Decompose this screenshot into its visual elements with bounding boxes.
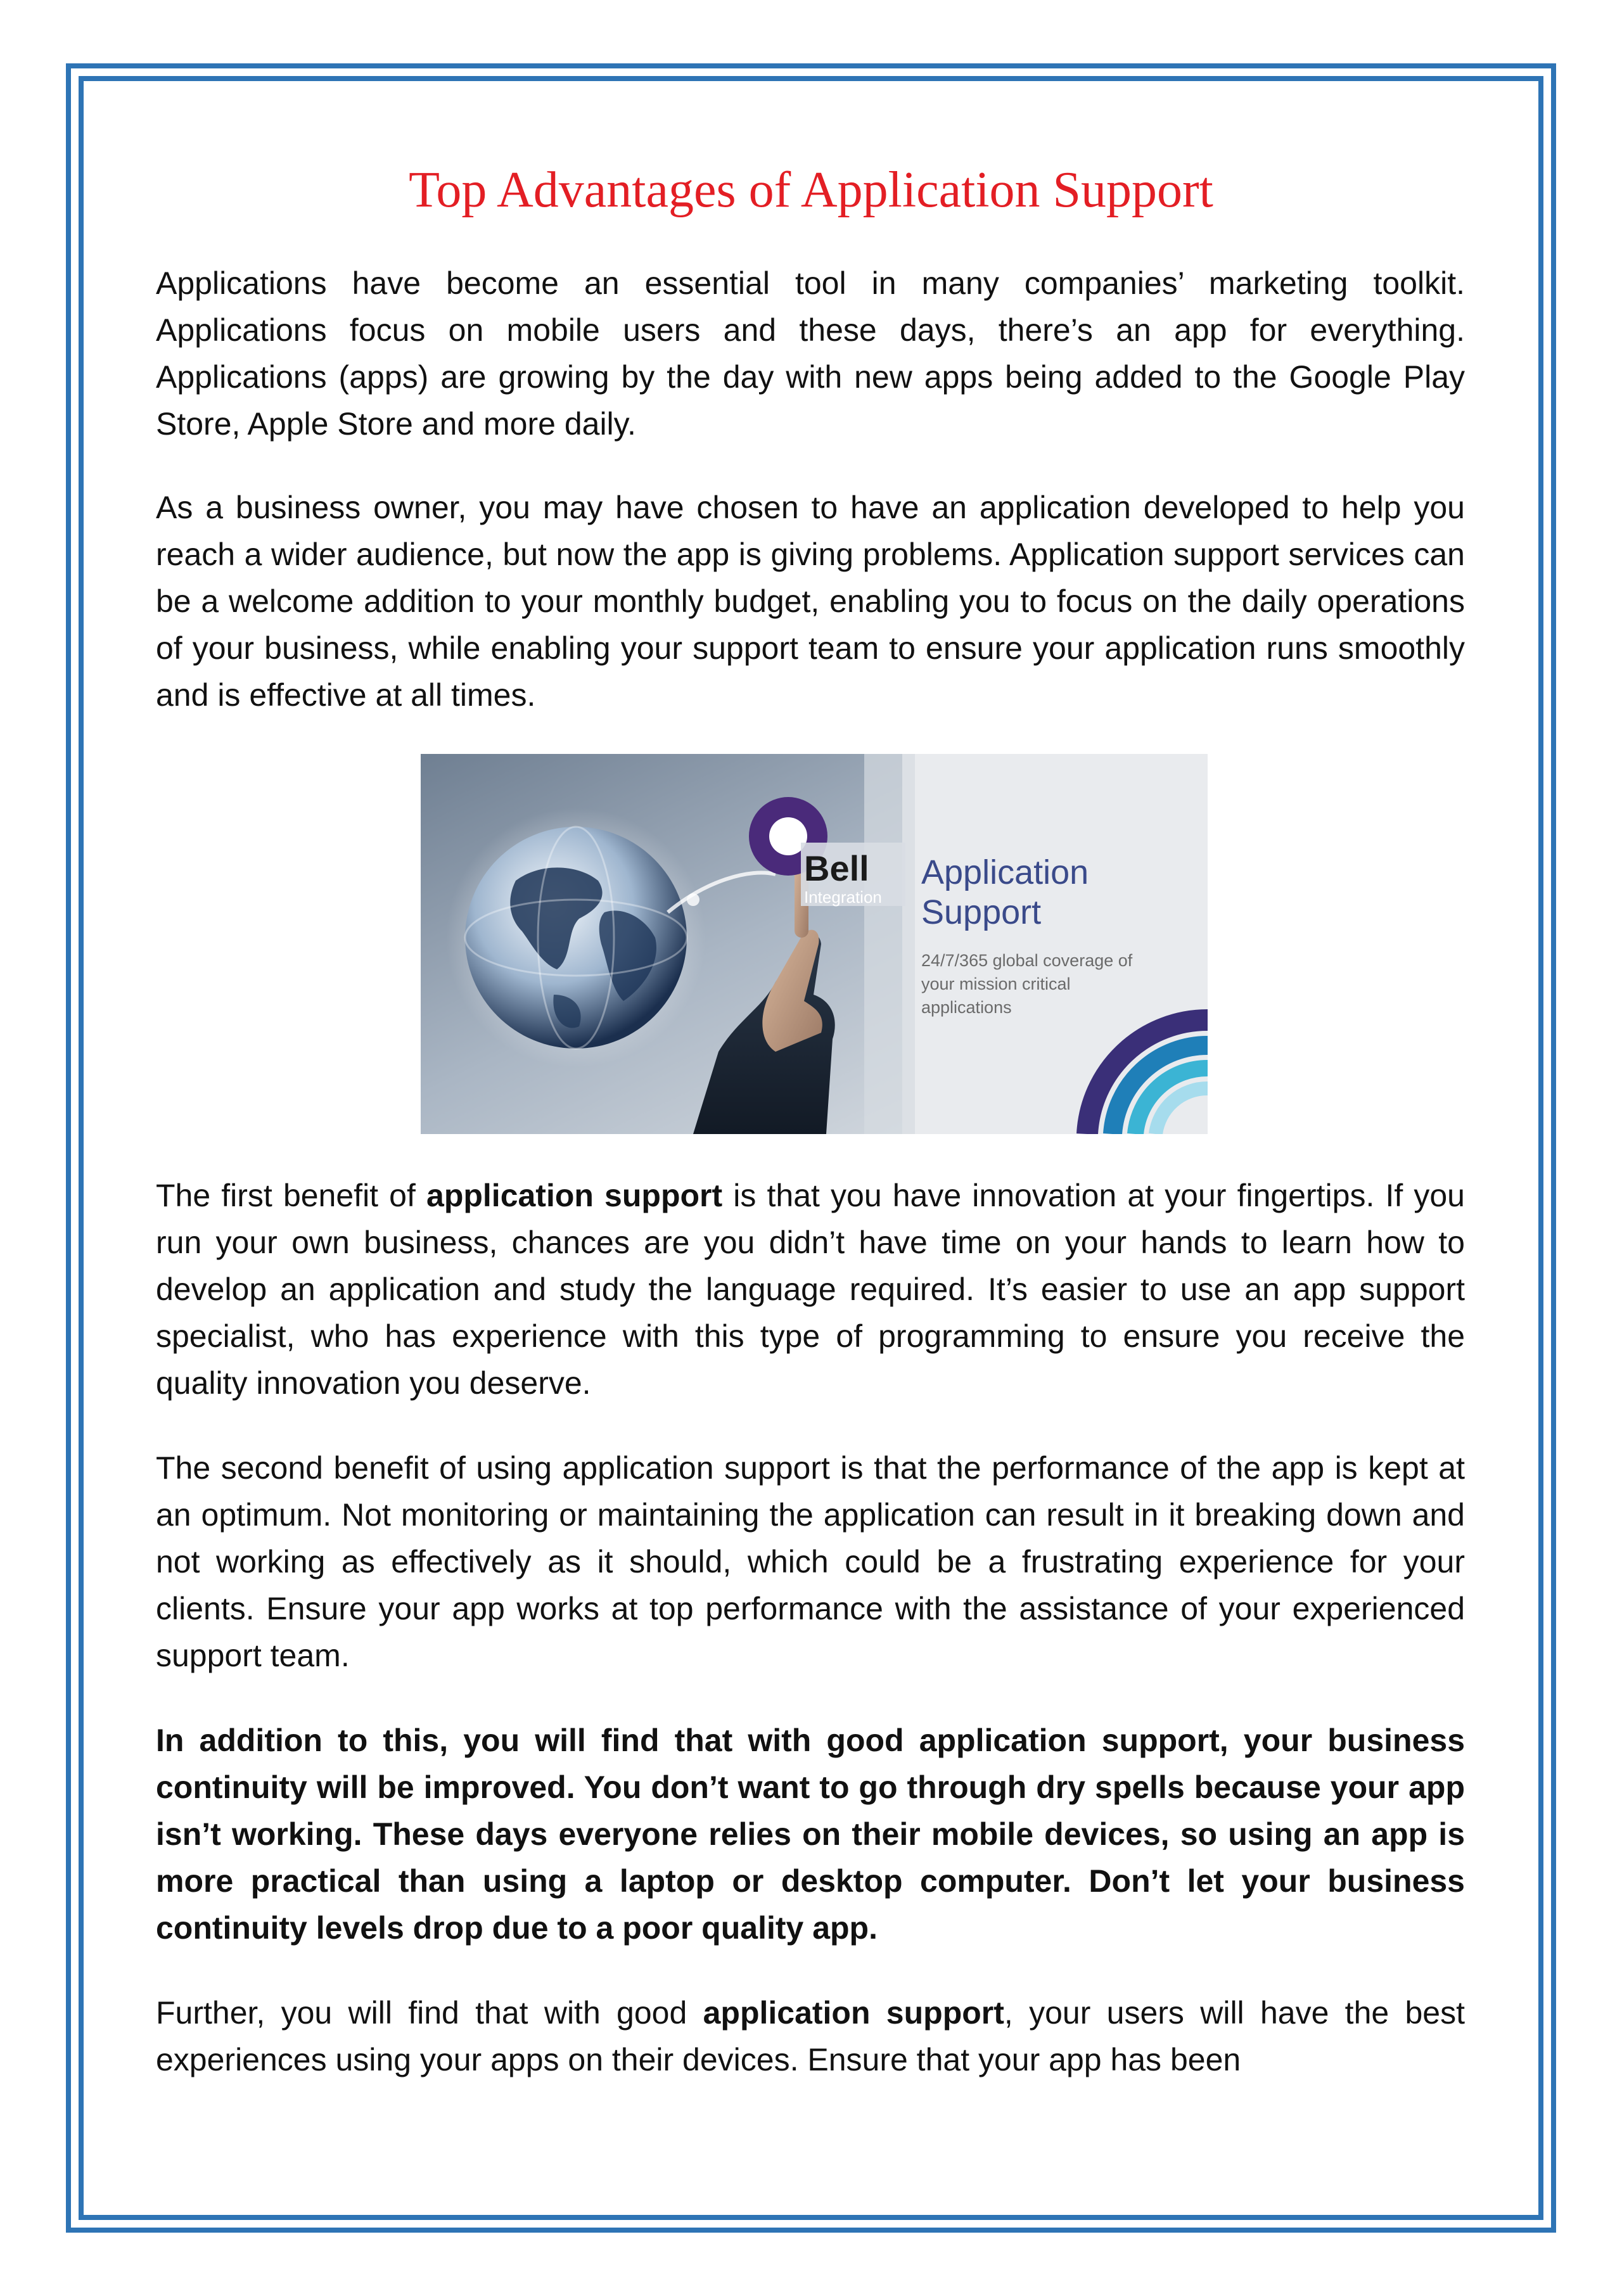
paragraph-second-benefit: The second benefit of using application support is that the performance of the app is kept at an optimum. Not monitoring or maintaining the application can result in it breaking down and not working as effectively as it should, which could be a frustrating experience for your clients. Ensure your app works at top performance with the assistance of your experienced support team. — [156, 1450, 1465, 1673]
paragraph-user-experience-start: Further, you will find that with good — [156, 1995, 703, 2031]
image-tagline-line1: 24/7/365 global coverage of — [921, 951, 1133, 970]
logo-subtext: Integration — [804, 888, 882, 907]
image-heading-line2: Support — [921, 893, 1042, 931]
image-tagline-line3: applications — [921, 998, 1012, 1017]
globe-icon — [446, 808, 706, 1068]
paragraph-business-continuity: In addition to this, you will find that with good application support, your business continuity will be improved. You don’t want to go through dry spells because your app isn’t working. These days everyone relies on their mobile devices, so using an app is more practical than using a laptop or desktop computer. Don’t let your business continuity levels drop due to a poor quality app. — [156, 1723, 1465, 1946]
paragraph-first-benefit-start: The first benefit of — [156, 1178, 427, 1213]
application-support-emphasis: application support — [426, 1178, 723, 1213]
paragraph-intro: Applications have become an essential tool in many companies’ marketing toolkit. Applications focus on mobile users and these days, there’s an app for everything. Applications (apps) are growing by the day with new apps being added to the Google Play Store, Apple Store and more daily. — [156, 265, 1465, 442]
image-tagline-line2: your mission critical — [921, 974, 1071, 993]
paragraph-first-benefit-rest: is that you have innovation at your fingertips. If you run your own business, chances are you didn’t have time on your hands to learn how to develop an application and study the language required. It’s easier to use an app support specialist, who has experience with this type of programming to ensure you receive the quality innovation you deserve. — [156, 1178, 1465, 1401]
application-support-emphasis-2: application support — [703, 1995, 1004, 2031]
page-title: Top Advantages of Application Support — [409, 162, 1213, 218]
image-heading-line1: Application — [921, 853, 1089, 891]
application-support-image — [421, 754, 1208, 1134]
logo-text: Bell — [804, 848, 869, 888]
paragraph-first-benefit — [156, 1172, 1465, 1406]
paragraph-business-owner: As a business owner, you may have chosen to have an application developed to help you reach a wider audience, but now the app is giving problems. Application support services can be a welcome addition to your monthly budget, enabling you to focus on the daily operations of your business, while enabling your support team to ensure your application runs smoothly and is effective at all times. — [156, 490, 1465, 713]
paragraph-user-experience — [156, 1989, 1465, 2083]
paragraph-user-experience-rest: , your users will have the best experiences using your apps on their devices. Ensure that your app has been — [156, 1995, 1465, 2077]
